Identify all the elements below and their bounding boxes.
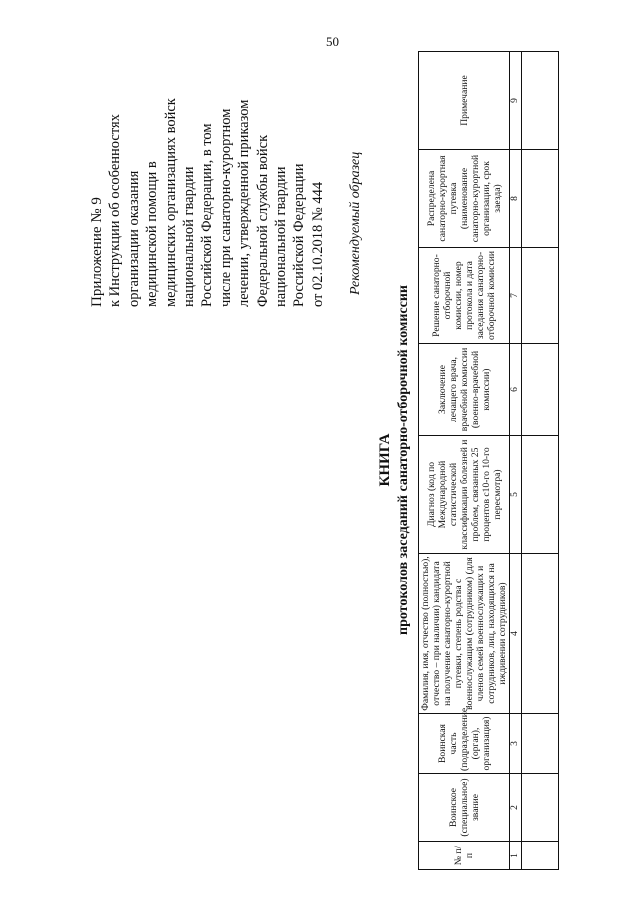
appendix-line: Российской Федерации, в том: [199, 123, 216, 307]
page-number: 50: [326, 34, 339, 49]
appendix-line: медицинских организациях войск: [162, 98, 179, 307]
column-header: Воинское (специальное) звание: [419, 774, 510, 842]
column-number: 7: [510, 248, 522, 344]
appendix-line: организации оказания: [125, 170, 142, 307]
appendix-line: национальной гвардии: [273, 166, 290, 307]
appendix-line: национальной гвардии: [181, 166, 198, 307]
table-header-row: [419, 52, 510, 870]
appendix-block: [88, 45, 327, 307]
table-row: [522, 52, 559, 870]
table-cell: [522, 248, 559, 344]
book-title: КНИГА: [377, 433, 393, 487]
rotated-page-content: [80, 45, 560, 875]
column-number: 6: [510, 344, 522, 436]
appendix-line: Российской Федерации: [291, 163, 308, 307]
appendix-line: числе при санаторно-курортном: [217, 108, 234, 307]
column-header: Воинская часть (подразделение, (орган), организация): [419, 714, 510, 774]
column-number: 3: [510, 714, 522, 774]
appendix-line: Федеральной службы войск: [254, 134, 271, 307]
appendix-line: медицинской помощи в: [144, 161, 161, 307]
column-header: Фамилия, имя, отчество (полностью), отчество – при наличии) кандидата на получение санаторно-курортной путевки, степень родства с военнослужащим (сотрудником) (для членов семей военнослужащих и сотрудников, лиц, находящихся на иждивении сотрудников): [419, 554, 510, 714]
table-cell: [522, 714, 559, 774]
column-number-row: [510, 52, 522, 870]
sample-label: Рекомендуемый образец: [348, 151, 363, 295]
column-header: Диагноз (код по Международной статистической классификации болезней и проблем, связанных 25 процентов с10-го 10-го пересмотра): [419, 436, 510, 554]
column-number: 9: [510, 52, 522, 150]
column-header: Решение санаторно-отборочной комиссии, номер протокола и дата заседания санаторно-отборочной комиссии: [419, 248, 510, 344]
table-cell: [522, 150, 559, 248]
appendix-line: к Инструкции об особенностях: [107, 114, 124, 307]
table-cell: [522, 842, 559, 870]
table-cell: [522, 344, 559, 436]
appendix-line: от 02.10.2018 № 444: [309, 181, 326, 307]
column-number: 2: [510, 774, 522, 842]
column-number: 5: [510, 436, 522, 554]
column-number: 8: [510, 150, 522, 248]
column-header: Распределена санаторно-курортная путевка (наименование санаторно-курортной организации, срок заезда): [419, 150, 510, 248]
column-number: 1: [510, 842, 522, 870]
table-cell: [522, 52, 559, 150]
protocols-table: [418, 51, 559, 870]
column-header: Заключение лечащего врача, врачебной комиссии (военно-врачебной комиссии): [419, 344, 510, 436]
appendix-title: Приложение № 9: [89, 197, 105, 307]
column-number: 4: [510, 554, 522, 714]
book-subtitle: протоколов заседаний санаторно-отборочной комиссии: [396, 285, 411, 635]
table-cell: [522, 774, 559, 842]
column-header: № п/п: [419, 842, 510, 870]
appendix-line: лечении, утвержденной приказом: [236, 99, 253, 307]
table-cell: [522, 436, 559, 554]
column-header: Примечание: [419, 52, 510, 150]
table-cell: [522, 554, 559, 714]
